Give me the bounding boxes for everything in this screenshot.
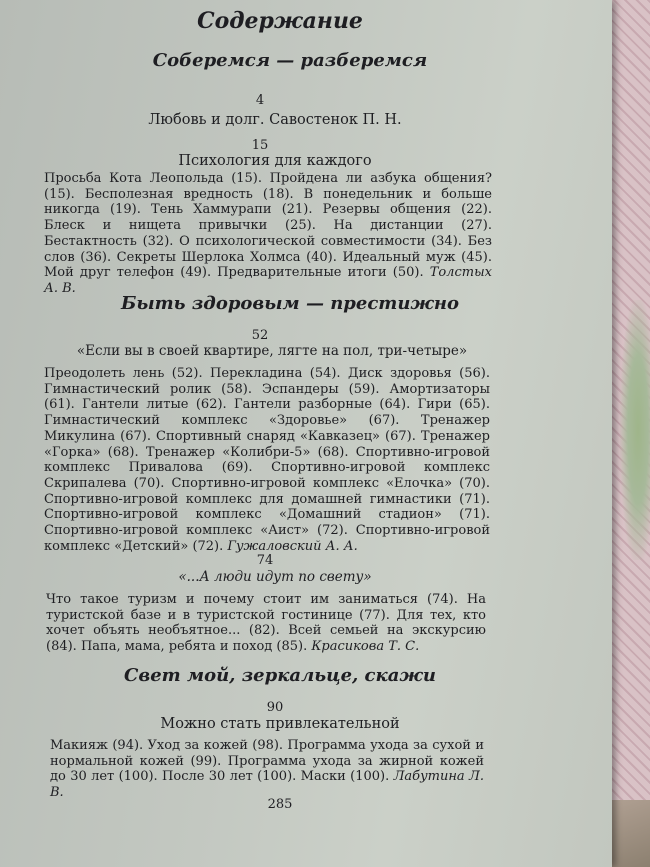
section-heading-3: Свет мой, зеркальце, скажи — [124, 665, 436, 686]
entry-body — [44, 171, 492, 297]
entry-title: «...А люди идут по свету» — [178, 569, 372, 585]
entry-page-number: 15 — [251, 138, 269, 153]
entry-author: Гужаловский А. А. — [227, 538, 358, 554]
entry-page-number: 90 — [266, 700, 284, 715]
entry-text: Просьба Кота Леопольда (15). Пройдена ли азбука общения? (15). Бесполезная вредность (18). В понедельник и больше никогда (19). Тень Хаммурапи (21). Резервы общения (22). Блеск и нищета привычки (25). На дистанции (27). Бестактность (32). О психологической совместимости (34). Без слов (36). Секреты Шерлока Холмса (40). Идеальный муж (45). Мой друг телефон (49). Предварительные итоги (50). — [44, 171, 492, 281]
entry-title: Психология для каждого — [178, 153, 372, 169]
entry-title: Можно стать привлекательной — [160, 716, 400, 732]
entry-text: Преодолеть лень (52). Перекладина (54). Диск здоровья (56). Гимнастический ролик (58). Эспандеры (59). Амортизаторы (61). Гантели литые (62). Гантели разборные (64). Гири (65). Гимнастический комплекс «Здоровье» (67). Тренажер Микулина (67). Спортивный снаряд «Кавказец» (67). Тренажер «Горка» (68). Тренажер «Колибри-5» (68). Спортивно-игровой комплекс Привалова (69). Спортивно-игровой комплекс Скрипалева (70). Спортивно-игровой комплекс «Елочка» (70). Спортивно-игровой комплекс для домашней гимнастики (71). Спортивно-игровой комплекс «Домашний стадион» (71). Спортивно-игровой комплекс «Аист» (72). Спортивно-игровой комплекс «Детский» (72). — [44, 366, 490, 554]
cover-pattern — [620, 300, 650, 560]
entry-page-number: 74 — [256, 553, 274, 568]
entry-text: Что такое туризм и почему стоит им заниматься (74). На туристской базе и в туристской гостинице (77). Для тех, кто хочет объять необъятное... (82). Всей семьей на экскурсию (84). Папа, мама, ребята и поход (85). — [46, 592, 486, 655]
entry-author: Красикова Т. С. — [311, 639, 420, 655]
page-title: Содержание — [197, 8, 363, 34]
entry-author: Толстых А. В. — [44, 265, 492, 296]
entry-title: «Если вы в своей квартире, лягте на пол, три-четыре» — [76, 343, 468, 359]
entry-page-number: 4 — [255, 93, 265, 108]
section-heading-2: Быть здоровым — престижно — [120, 293, 460, 314]
entry-body — [46, 592, 486, 655]
entry-page-number: 52 — [251, 328, 269, 343]
entry-title: Любовь и долг. Савостенок П. Н. — [148, 112, 402, 128]
entry-body — [44, 366, 490, 554]
entry-author: Лабутина Л. В. — [50, 769, 485, 801]
entry-text: Макияж (94). Уход за кожей (98). Программа ухода за сухой и нормальной кожей (99). Программа ухода за жирной кожей до 30 лет (100). После 30 лет (100). Маски (100). — [50, 738, 484, 785]
page-number: 285 — [267, 797, 293, 812]
entry-body — [50, 738, 484, 801]
section-heading-1: Соберемся — разберемся — [152, 50, 428, 71]
